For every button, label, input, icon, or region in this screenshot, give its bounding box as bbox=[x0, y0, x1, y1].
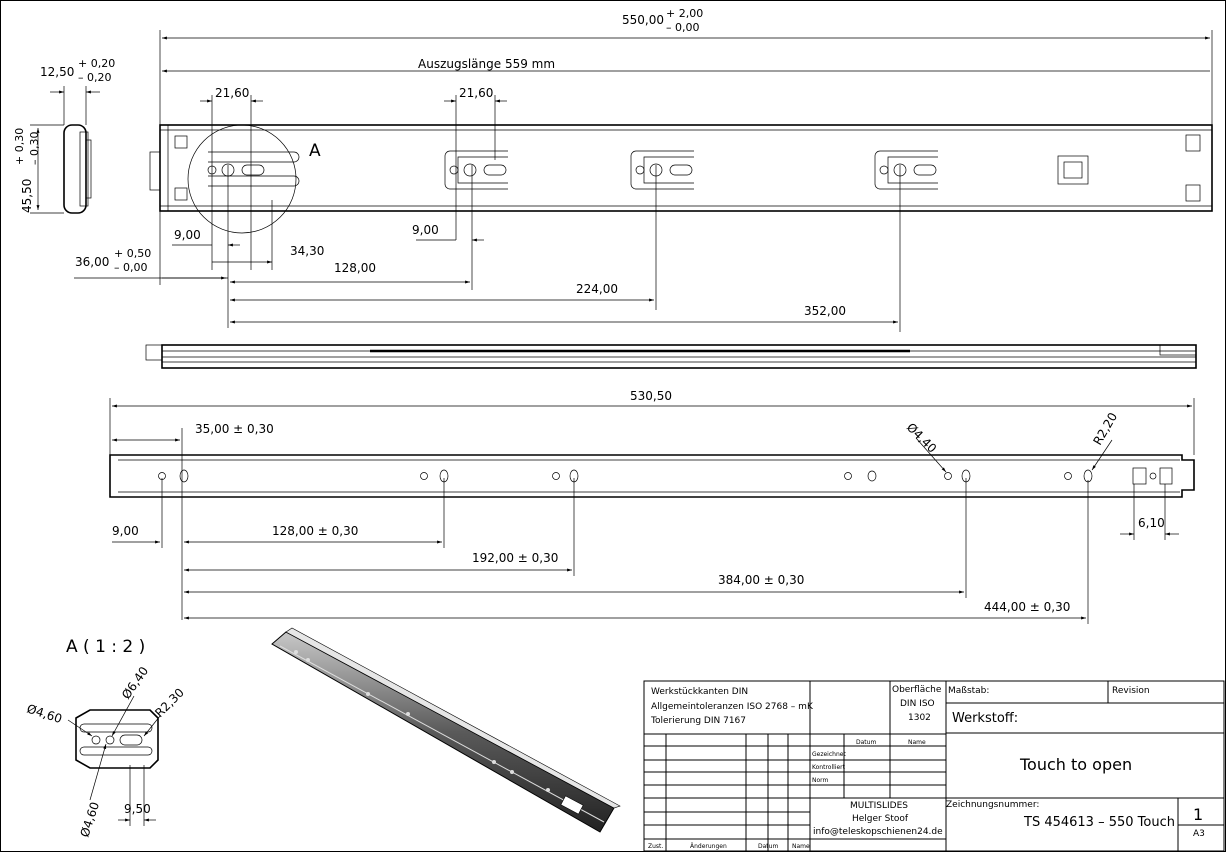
col-name: Name bbox=[908, 739, 926, 746]
offset-36-minus: – 0,00 bbox=[114, 261, 148, 274]
detail-dia-460-a: Ø4,60 bbox=[25, 701, 64, 727]
row-kontrolliert: Kontrolliert bbox=[812, 764, 845, 771]
person-name: Helger Stoof bbox=[852, 814, 909, 824]
hole-radius: R2,20 bbox=[1090, 410, 1121, 448]
side-view-rail bbox=[146, 345, 1196, 368]
drawing-number: TS 454613 – 550 Touch bbox=[1024, 815, 1175, 830]
surface-line-1: Oberfläche bbox=[892, 685, 942, 695]
slot-group bbox=[445, 151, 508, 189]
notes-line-3: Tolerierung DIN 7167 bbox=[651, 716, 747, 726]
revision-label: Revision bbox=[1112, 686, 1150, 696]
detail-dia-460-b: Ø4,60 bbox=[77, 800, 103, 839]
slot-outline bbox=[631, 151, 694, 189]
slot-group bbox=[875, 151, 938, 189]
sheet-number: 1 bbox=[1193, 805, 1204, 824]
detail-dia-640: Ø6,40 bbox=[118, 664, 152, 702]
hole-spacing-a: 21,60 bbox=[215, 86, 250, 100]
foot-zust: Zust. bbox=[648, 843, 664, 850]
bottom-holes bbox=[159, 470, 1093, 482]
offset-9-a: 9,00 bbox=[174, 228, 201, 242]
detail-radius-230: R2,30 bbox=[152, 685, 187, 721]
first-hole-dim: 35,00 ± 0,30 bbox=[195, 422, 274, 436]
hole-oval bbox=[180, 470, 188, 482]
overall-length-minus: – 0,00 bbox=[666, 21, 700, 34]
end-width-plus: + 0,20 bbox=[78, 57, 116, 70]
row-gezeichnet: Gezeichnet bbox=[812, 751, 846, 758]
edge-9: 9,00 bbox=[112, 524, 139, 538]
pos-384-tol: 384,00 ± 0,30 bbox=[718, 573, 805, 587]
company-name: MULTISLIDES bbox=[850, 801, 908, 811]
hole-small bbox=[450, 166, 458, 174]
hole-small bbox=[945, 473, 952, 480]
company-email: info@teleskopschienen24.de bbox=[813, 827, 943, 837]
offset-34: 34,30 bbox=[290, 244, 325, 258]
pos-224: 224,00 bbox=[576, 282, 618, 296]
slot-oblong bbox=[484, 165, 506, 175]
bottom-length: 530,50 bbox=[630, 389, 672, 403]
pos-192-tol: 192,00 ± 0,30 bbox=[472, 551, 559, 565]
edge-6: 6,10 bbox=[1138, 516, 1165, 530]
slot-outline bbox=[445, 151, 508, 189]
detail-width-950: 9,50 bbox=[124, 802, 151, 816]
hole-oval bbox=[868, 471, 876, 481]
pos-128-tol: 128,00 ± 0,30 bbox=[272, 524, 359, 538]
hole-small bbox=[1065, 473, 1072, 480]
detail-title: A ( 1 : 2 ) bbox=[66, 637, 146, 657]
overall-length-plus: + 2,00 bbox=[666, 7, 704, 20]
slot-oblong bbox=[914, 165, 936, 175]
end-width-minus: – 0,20 bbox=[78, 71, 112, 84]
offset-9-b: 9,00 bbox=[412, 223, 439, 237]
material-label: Werkstoff: bbox=[952, 711, 1019, 726]
hole-diameter: Ø4,40 bbox=[903, 420, 940, 456]
notes-line-1: Werkstückkanten DIN bbox=[651, 687, 749, 697]
isometric-rail-view bbox=[272, 628, 620, 832]
hole-small bbox=[553, 473, 560, 480]
end-height-minus: – 0,30 bbox=[28, 131, 41, 165]
hole-small bbox=[845, 473, 852, 480]
foot-aenderungen: Änderungen bbox=[690, 843, 727, 850]
end-width-value: 12,50 bbox=[40, 65, 75, 79]
top-dimension-lines bbox=[74, 30, 1212, 332]
hole-small bbox=[636, 166, 644, 174]
scale-label: Maßstab: bbox=[948, 686, 990, 696]
detail-marker-a: A bbox=[309, 141, 321, 161]
slot-outline bbox=[875, 151, 938, 189]
slot-group bbox=[208, 164, 264, 176]
hole-small bbox=[880, 166, 888, 174]
col-datum: Datum bbox=[856, 739, 877, 746]
paper-format: A3 bbox=[1193, 829, 1205, 839]
surface-line-2: DIN ISO bbox=[900, 699, 935, 709]
drawing-title: Touch to open bbox=[1020, 755, 1133, 774]
pos-444-tol: 444,00 ± 0,30 bbox=[984, 600, 1071, 614]
drawing-number-label: Zeichnungsnummer: bbox=[946, 800, 1040, 810]
bottom-view-rail bbox=[110, 455, 1194, 497]
overall-length-value: 550,00 bbox=[622, 13, 664, 27]
slot-oblong bbox=[242, 165, 264, 175]
pos-352: 352,00 bbox=[804, 304, 846, 318]
hole-small bbox=[421, 473, 428, 480]
slot-group bbox=[631, 151, 694, 189]
hole-spacing-b: 21,60 bbox=[459, 86, 494, 100]
end-height-value: 45,50 bbox=[20, 178, 34, 213]
foot-name: Name bbox=[792, 843, 810, 850]
surface-line-3: 1302 bbox=[908, 713, 931, 723]
foot-datum: Datum bbox=[758, 843, 779, 850]
end-height-plus: + 0,30 bbox=[13, 127, 26, 165]
hole-large bbox=[464, 164, 476, 176]
extension-length-label: Auszugslänge 559 mm bbox=[418, 57, 556, 71]
slot-oblong bbox=[670, 165, 692, 175]
pos-128: 128,00 bbox=[334, 261, 376, 275]
offset-36-plus: + 0,50 bbox=[114, 247, 152, 260]
row-norm: Norm bbox=[812, 777, 829, 784]
notes-line-2: Allgemeintoleranzen ISO 2768 – mK bbox=[651, 702, 813, 712]
offset-36: 36,00 bbox=[75, 255, 110, 269]
